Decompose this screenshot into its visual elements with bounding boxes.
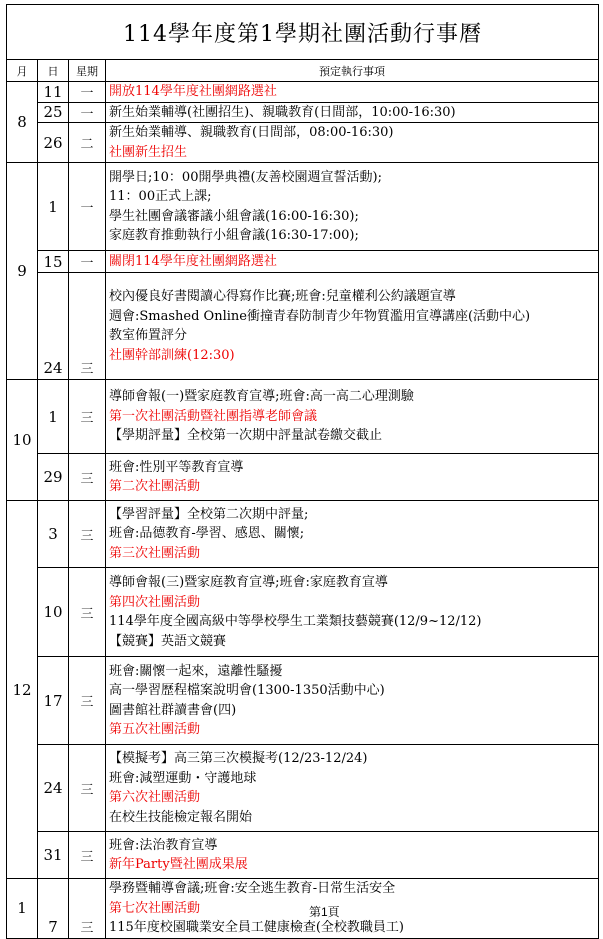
weekday-cell: 三 [69,657,106,745]
weekday-cell: 一 [69,251,106,273]
table-row [7,745,599,832]
events-cell [106,380,599,454]
calendar-table [6,4,599,939]
event-line: 導師會報(一)暨家庭教育宣導;班會:高一高二心理測驗 [109,389,414,405]
event-line: 導師會報(三)暨家庭教育宣導;班會:家庭教育宣導 [109,575,388,590]
month-cell-m1: 1 [7,879,38,939]
table-row [7,123,599,163]
day-cell: 7 [38,879,69,939]
table-row [7,879,599,939]
weekday-cell: 三 [69,745,106,832]
day-cell: 29 [38,454,69,501]
event-line: 班會:減塑運動・守護地球 [109,770,257,786]
weekday-cell: 三 [69,879,106,939]
day-cell: 24 [38,745,69,832]
header-weekday: 星期 [69,60,106,82]
event-line: 【模擬考】高三第三次模擬考(12/23-12/24) [109,751,368,766]
table-row [7,568,599,657]
club-event-line: 社團幹部訓練(12:30) [109,347,235,363]
club-event-line: 社團新生招生 [109,144,188,160]
day-cell: 1 [38,163,69,251]
page-title: 114學年度第1學期社團活動行事曆 [7,5,599,60]
calendar-sheet [6,4,598,939]
weekday-cell: 一 [69,163,106,251]
weekday-cell: 三 [69,568,106,657]
events-cell [106,163,599,251]
month-cell-m8: 8 [7,82,38,163]
club-event-line: 新年Party暨社團成果展 [109,857,248,872]
events-cell [106,657,599,745]
header-events: 預定執行事項 [106,60,599,82]
weekday-cell: 三 [69,273,106,380]
event-line: 【競賽】英語文競賽 [109,633,227,649]
month-cell-m9: 9 [7,163,38,380]
event-line: 115年度校園職業安全員工健康檢查(全校教職員工) [109,920,404,935]
club-event-line: 第七次社團活動 [109,900,201,916]
club-event-line: 第五次社團活動 [109,722,201,737]
day-cell: 26 [38,123,69,163]
events-cell [106,501,599,568]
table-row [7,82,599,103]
events-cell [106,832,599,879]
table-row [7,832,599,879]
weekday-cell: 三 [69,501,106,568]
club-event-line: 第二次社團活動 [109,479,201,494]
event-line: 學生社團會議審議小組會議(16:00-16:30); [109,208,359,224]
day-cell: 31 [38,832,69,879]
header-day: 日 [38,60,69,82]
month-cell-m10: 10 [7,380,38,501]
club-event-line: 第六次社團活動 [109,790,201,805]
table-row [7,273,599,380]
weekday-cell: 一 [69,102,106,123]
events-cell [106,102,599,123]
event-line: 開學日;10：00開學典禮(友善校園週宣誓活動); [109,169,382,185]
event-line: 週會:Smashed Online衝撞青春防制青少年物質濫用宣導講座(活動中心) [109,308,531,324]
event-line: 學務暨輔導會議;班會:安全逃生教育-日常生活安全 [109,881,396,896]
table-row [7,501,599,568]
table-row [7,102,599,123]
club-event-line: 關閉114學年度社團網路選社 [109,253,277,269]
event-line: 新生始業輔導、親職教育(日間部，08:00-16:30) [109,125,394,140]
events-cell [106,568,599,657]
table-row [7,163,599,251]
event-line: 班會:關懷一起來，遠離性騷擾 [109,663,283,679]
club-event-line: 第一次社團活動暨社團指導老師會議 [109,408,318,424]
weekday-cell: 一 [69,82,106,103]
event-line: 114學年度全國高級中等學校學生工業類技藝競賽(12/9~12/12) [109,614,482,629]
events-cell [106,454,599,501]
event-line: 【學期評量】全校第一次期中評量試卷繳交截止 [109,428,383,444]
day-cell: 10 [38,568,69,657]
event-line: 教室佈置評分 [109,328,188,343]
events-cell [106,82,599,103]
table-row [7,380,599,454]
table-row [7,251,599,273]
event-line: 校內優良好書閱讀心得寫作比賽;班會:兒童權利公約議題宣導 [109,289,456,304]
day-cell: 3 [38,501,69,568]
event-line: 【學習評量】全校第二次期中評量; [109,506,309,522]
table-row [7,657,599,745]
weekday-cell: 三 [69,380,106,454]
header-month: 月 [7,60,38,82]
calendar-rows [7,82,599,939]
event-line: 11：00正式上課; [109,189,212,204]
event-line: 班會:品德教育-學習、感恩、關懷; [109,526,305,542]
month-cell-m12: 12 [7,501,38,879]
events-cell [106,123,599,163]
club-event-line: 第四次社團活動 [109,594,201,610]
weekday-cell: 三 [69,832,106,879]
day-cell: 24 [38,273,69,380]
day-cell: 17 [38,657,69,745]
events-cell [106,251,599,273]
day-cell: 1 [38,380,69,454]
page-number: 第1頁 [309,905,340,919]
event-line: 圖書館社群讀書會(四) [109,702,237,718]
event-line: 在校生技能檢定報名開始 [109,809,253,825]
weekday-cell: 三 [69,454,106,501]
events-cell [106,879,599,939]
day-cell: 11 [38,82,69,103]
events-cell [106,273,599,380]
event-line: 班會:性別平等教育宣導 [109,459,244,475]
day-cell: 15 [38,251,69,273]
event-line: 家庭教育推動執行小組會議(16:30-17:00); [109,228,359,243]
event-line: 新生始業輔導(社團招生)、親職教育(日間部，10:00-16:30) [109,104,456,120]
events-cell [106,745,599,832]
table-header [7,60,599,82]
day-cell: 25 [38,102,69,123]
event-line: 班會:法治教育宣導 [109,837,218,853]
club-event-line: 第三次社團活動 [109,545,201,561]
club-event-line: 開放114學年度社團網路選社 [109,84,277,99]
table-row [7,454,599,501]
event-line: 高一學習歷程檔案說明會(1300-1350活動中心) [109,683,385,698]
weekday-cell: 二 [69,123,106,163]
